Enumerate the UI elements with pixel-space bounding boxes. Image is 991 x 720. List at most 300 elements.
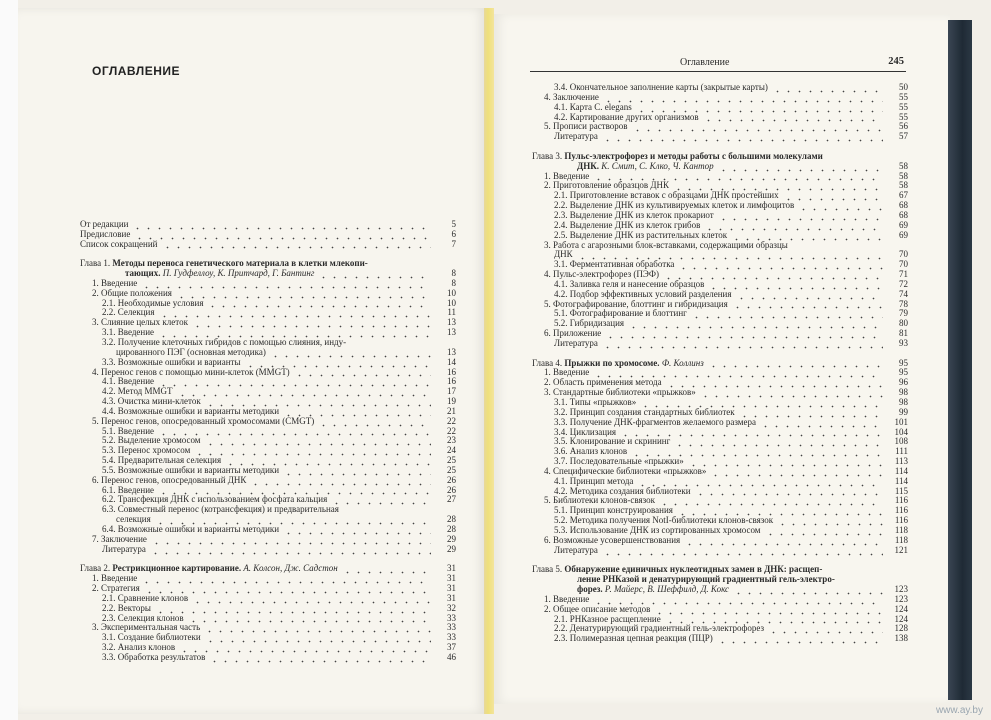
dot-leader <box>659 497 883 506</box>
toc-page-number: 46 <box>447 651 456 662</box>
toc-entry-text: 2.3. Полимеразная цепная реакция (ПЦР) <box>554 634 713 644</box>
toc-entry-label <box>80 594 192 604</box>
dot-leader <box>179 644 431 653</box>
dot-leader <box>162 240 432 249</box>
toc-entry-text: 3. Работа с агарозными блок-вставками, содержащими образцы <box>544 240 788 250</box>
dot-leader <box>760 419 883 428</box>
toc-entry <box>532 398 908 408</box>
dot-leader <box>602 547 883 556</box>
dot-leader <box>654 606 883 615</box>
toc-page-number: 71 <box>899 269 908 280</box>
toc-entry <box>80 308 456 318</box>
toc-entry <box>532 408 908 418</box>
toc-entry-label <box>80 318 192 328</box>
toc-page-number: 95 <box>899 357 908 368</box>
dot-leader <box>158 329 431 338</box>
toc-page-number: 58 <box>899 180 908 191</box>
toc-entry <box>80 476 456 486</box>
toc-entry-text: 5.3. Использование ДНК из сортированных хромосом <box>554 525 761 535</box>
toc-page-number: 31 <box>447 592 456 603</box>
toc-entry <box>532 487 908 497</box>
toc-page-number: 123 <box>894 593 908 604</box>
dot-leader <box>141 575 431 584</box>
toc-entry <box>80 279 456 289</box>
toc-entry <box>532 221 908 231</box>
toc-entry-label <box>532 319 628 329</box>
toc-entry-label <box>532 506 677 516</box>
toc-entry <box>80 653 456 663</box>
toc-entry-text: 3.1. Введение <box>102 328 155 338</box>
dot-leader <box>792 241 883 250</box>
toc-page-number: 58 <box>899 170 908 181</box>
toc-entry-label <box>532 595 593 605</box>
toc-page-number: 98 <box>899 397 908 407</box>
toc-entry <box>80 328 456 338</box>
toc-entry-label <box>80 259 372 269</box>
toc-page-number: 25 <box>447 455 456 466</box>
dot-leader <box>691 310 883 319</box>
toc-page-number: 138 <box>894 633 908 644</box>
toc-page-number: 70 <box>899 249 908 260</box>
toc-entry-text: 4.2. Метод MMGT <box>102 387 173 397</box>
toc-page-number: 67 <box>899 190 908 201</box>
chapter-title: Методы переноса генетического материала в клетки млекопи- <box>112 259 368 269</box>
toc-entry-text: 5. Библиотеки клонов-связок <box>544 496 655 506</box>
toc-entry-text: 4.4. Возможные ошибки и варианты методики <box>102 406 280 416</box>
dot-leader <box>577 251 883 260</box>
toc-entry-text: 6. Возможные усовершенствования <box>544 535 681 545</box>
toc-page-number: 68 <box>899 200 908 211</box>
toc-entry-label <box>532 428 620 438</box>
toc-entry <box>532 605 908 615</box>
dot-leader <box>155 516 431 525</box>
toc-entry-label <box>532 477 637 487</box>
toc-page-number: 22 <box>447 415 456 426</box>
toc-entry-text: 3.3. Возможные ошибки и варианты <box>102 357 241 367</box>
toc-entry-label <box>532 339 602 349</box>
dot-leader <box>225 457 431 466</box>
dot-leader <box>151 536 431 545</box>
toc-entry-label <box>532 565 826 575</box>
toc-entry-label <box>80 466 283 476</box>
toc-entry-text: 5.5. Возможные ошибки и варианты методики <box>102 465 280 475</box>
chapter-authors: А. Колсон, Дж. Садстон <box>243 564 338 574</box>
toc-entry <box>80 436 456 446</box>
toc-entry <box>80 289 456 299</box>
toc-entry-label <box>80 328 158 338</box>
dot-leader <box>739 409 883 418</box>
toc-entry <box>532 319 908 329</box>
toc-entry-text: 2.3. Селекция клонов <box>102 613 184 623</box>
toc-entry-label <box>80 535 151 545</box>
toc-entry-text: 5.1. Принцип конструирования <box>554 506 673 516</box>
toc-page-number: 26 <box>447 474 456 485</box>
toc-entry <box>80 368 456 378</box>
toc-entry-text: 3.2. Получение клеточных гибридов с помощью слияния, инду- <box>102 337 347 347</box>
toc-entry-text: Литература <box>554 132 598 142</box>
dot-leader <box>700 389 883 398</box>
toc-page-number: 96 <box>899 377 908 388</box>
dot-leader <box>663 271 883 280</box>
toc-entry <box>80 574 456 584</box>
toc-page-number: 13 <box>447 346 456 357</box>
toc-page-number: 50 <box>899 82 908 92</box>
toc-entry-label <box>80 377 158 387</box>
dot-leader <box>283 408 431 417</box>
toc-entry-label <box>532 615 665 625</box>
toc-page-number: 111 <box>895 446 908 457</box>
toc-page-number: 32 <box>447 602 456 613</box>
toc-entry-label <box>80 446 194 456</box>
toc-entry-label <box>80 417 318 427</box>
toc-entry <box>532 378 908 388</box>
toc-entry <box>532 250 908 260</box>
toc-entry-text: цированного ПЭГ (основная методика) <box>116 347 266 357</box>
toc-entry <box>80 427 456 437</box>
toc-entry <box>532 615 908 625</box>
dot-leader <box>765 527 883 536</box>
toc-left-column <box>80 210 456 663</box>
toc-entry-text: 5. Фотографирование, блоттинг и гибридизация <box>544 299 728 309</box>
toc-entry-label <box>532 408 739 418</box>
toc-page-number: 31 <box>447 573 456 584</box>
toc-entry-label <box>532 368 593 378</box>
toc-entry-label <box>80 564 342 574</box>
toc-page-number: 114 <box>894 465 908 476</box>
chapter-title: Прыжки по хромосоме. <box>564 358 660 368</box>
dot-leader <box>703 113 883 122</box>
dot-leader <box>710 468 883 477</box>
dot-leader <box>602 133 883 142</box>
toc-entry-text: 5. Прописи растворов <box>544 122 628 132</box>
chapter-authors: К. Смит, С. Клко, Ч. Кантор <box>601 161 714 171</box>
dot-leader <box>283 467 431 476</box>
toc-entry-label <box>80 230 134 240</box>
toc-page-number: 13 <box>447 317 456 328</box>
toc-entry-text: 4.2. Подбор эффективных условий разделения <box>554 289 732 299</box>
dot-leader <box>677 507 883 516</box>
toc-entry-label <box>532 359 708 369</box>
toc-page-number: 72 <box>899 278 908 289</box>
dot-leader <box>636 104 883 113</box>
toc-entry-text: 3.1. Ферментативная обработка <box>554 260 675 270</box>
toc-entry-text: 2.1. Приготовление вставок с образцами ДНК простейших <box>554 191 779 201</box>
dot-leader <box>205 437 431 446</box>
toc-entry-label <box>532 250 577 260</box>
dot-leader <box>673 182 883 191</box>
dot-leader <box>593 172 883 181</box>
toc-entry-label <box>532 605 654 615</box>
toc-entry-text: 4.2. Картирование других организмов <box>554 112 699 122</box>
toc-entry <box>532 447 908 457</box>
dot-leader <box>176 290 431 299</box>
toc-page-number: 33 <box>447 612 456 623</box>
toc-page-number: 33 <box>447 622 456 633</box>
toc-entry-text: 5. Перенос генов, опосредованный хромосомами (CMGT) <box>92 416 315 426</box>
toc-page-number: 10 <box>447 287 456 298</box>
toc-entry-text: 2.2. Денатурирующий градиентный гель-электрофорез <box>554 624 765 634</box>
toc-page-number: 26 <box>447 484 456 495</box>
toc-page-number: 55 <box>899 111 908 122</box>
toc-entry-text: Литература <box>102 544 146 554</box>
toc-entry <box>532 201 908 211</box>
toc-entry <box>532 634 908 644</box>
dot-leader <box>631 448 883 457</box>
dot-leader <box>777 517 883 526</box>
chapter-title: ДНК. <box>577 161 599 171</box>
dot-leader <box>144 585 431 594</box>
toc-spacer <box>532 142 908 152</box>
toc-entry-text: 4.1. Заливка геля и нанесение образцов <box>554 279 705 289</box>
dot-leader <box>603 94 883 103</box>
toc-page-number: 123 <box>894 584 908 595</box>
toc-entry-text: 4. Специфические библиотеки «прыжков» <box>544 466 707 476</box>
dot-leader <box>678 261 883 270</box>
toc-entry <box>532 477 908 487</box>
chapter-number: Глава 1. <box>80 259 111 269</box>
toc-page-number: 37 <box>447 642 456 653</box>
running-head <box>530 57 906 72</box>
toc-entry <box>80 604 456 614</box>
chapter-number: Глава 3. <box>532 151 563 161</box>
chapter-title: тающих. <box>125 269 161 279</box>
toc-entry-label <box>532 300 732 310</box>
toc-entry <box>80 495 456 505</box>
toc-entry-text: селекция <box>116 515 151 525</box>
toc-entry <box>532 172 908 182</box>
toc-entry-label <box>80 574 141 584</box>
toc-entry <box>532 241 908 251</box>
toc-page-number: 93 <box>899 337 908 348</box>
toc-chapter-row <box>532 162 908 172</box>
toc-entry-text: 1. Введение <box>544 171 590 181</box>
toc-entry <box>80 348 456 358</box>
toc-page-number: 56 <box>899 121 908 132</box>
toc-page-number: 55 <box>899 91 908 102</box>
toc-chapter-row <box>532 585 908 595</box>
toc-spacer <box>532 556 908 566</box>
toc-entry-label <box>80 289 176 299</box>
toc-entry <box>532 595 908 605</box>
dot-leader <box>731 232 883 241</box>
toc-entry-label <box>80 368 294 378</box>
toc-entry <box>80 584 456 594</box>
toc-entry-label <box>80 220 132 230</box>
toc-entry-label <box>532 398 640 408</box>
dot-leader <box>620 428 883 437</box>
toc-entry-label <box>80 348 270 358</box>
toc-entry <box>532 624 908 634</box>
toc-page-number: 95 <box>899 367 908 378</box>
dot-leader <box>593 369 883 378</box>
toc-entry-text: 2.5. Выделение ДНК из растительных клеток <box>554 230 728 240</box>
toc-entry-text: 2.2. Выделение ДНК из культивируемых клеток и лимфоцитов <box>554 201 795 211</box>
toc-entry <box>80 643 456 653</box>
toc-page-number: 16 <box>447 366 456 377</box>
toc-entry-text: 3.6. Анализ клонов <box>554 447 628 457</box>
dot-leader <box>141 280 431 289</box>
toc-page-number: 14 <box>447 356 456 367</box>
toc-entry <box>532 418 908 428</box>
dot-leader <box>708 359 883 368</box>
toc-entry-label <box>532 496 659 506</box>
toc-entry-label <box>80 623 204 633</box>
dot-leader <box>827 153 883 162</box>
toc-page-number: 23 <box>447 435 456 446</box>
dot-leader <box>783 192 883 201</box>
dot-leader <box>665 615 883 624</box>
dot-leader <box>158 486 431 495</box>
toc-entry-text: 3.4. Окончательное заполнение карты (закрытые карты) <box>554 83 768 92</box>
background-margin <box>0 0 18 720</box>
toc-entry <box>532 211 908 221</box>
dot-leader <box>839 576 883 585</box>
toc-entry-text: 5.3. Перенос хромосом <box>102 446 191 456</box>
toc-page-number: 28 <box>447 524 456 534</box>
toc-page-number: 55 <box>899 101 908 112</box>
toc-spacer <box>80 249 456 259</box>
toc-entry-text: 3.3. Обработка результатов <box>102 652 206 662</box>
toc-entry <box>532 467 908 477</box>
toc-entry-text: 6.4. Возможные ошибки и варианты методики <box>102 525 280 534</box>
toc-entry <box>532 290 908 300</box>
dot-leader <box>155 605 431 614</box>
toc-entry-text: 1. Введение <box>92 278 138 288</box>
toc-entry <box>80 614 456 624</box>
dot-leader <box>674 438 883 447</box>
toc-page-number: 118 <box>894 524 908 535</box>
toc-entry <box>532 428 908 438</box>
toc-entry-text: 3.1. Создание библиотеки <box>102 633 201 643</box>
dot-leader <box>207 299 431 308</box>
toc-page-number: 6 <box>451 228 456 239</box>
toc-entry-label <box>80 515 155 525</box>
toc-entry-text: 2. Общее описание методов <box>544 604 651 614</box>
dot-leader <box>736 291 883 300</box>
toc-entry <box>80 535 456 545</box>
toc-entry-label <box>532 575 839 585</box>
toc-entry <box>532 437 908 447</box>
toc-page-number: 128 <box>894 623 908 634</box>
toc-spacer <box>80 555 456 565</box>
toc-entry-label <box>532 201 798 211</box>
toc-entry-text: 2.1. Сравнение клонов <box>102 593 189 603</box>
toc-page-number: 99 <box>899 406 908 417</box>
toc-entry <box>80 486 456 496</box>
toc-page-number: 33 <box>447 632 456 643</box>
dot-leader <box>733 586 883 595</box>
toc-entry <box>80 623 456 633</box>
toc-entry <box>532 368 908 378</box>
toc-page-number: 58 <box>899 160 908 171</box>
toc-page-number: 29 <box>447 543 456 554</box>
dot-leader <box>718 212 883 221</box>
toc-entry <box>532 260 908 270</box>
toc-entry <box>532 546 908 556</box>
toc-entry-text: 4.2. Методика создания библиотеки <box>554 486 691 496</box>
toc-chapter-row <box>80 269 456 279</box>
toc-entry-label <box>80 545 150 555</box>
chapter-number: Глава 5. <box>532 565 563 575</box>
toc-page-number: 116 <box>894 495 908 506</box>
toc-entry <box>532 103 908 113</box>
dot-leader <box>372 260 431 269</box>
toc-entry <box>532 329 908 339</box>
toc-page-number: 78 <box>899 298 908 309</box>
dot-leader <box>192 319 431 328</box>
toc-entry <box>532 516 908 526</box>
toc-entry-label <box>532 172 593 182</box>
toc-entry-text: ДНК <box>554 250 573 260</box>
toc-entry <box>80 377 456 387</box>
toc-entry-label <box>532 132 602 142</box>
chapter-title: Обнаружение единичных нуклеотидных замен в ДНК: расщеп- <box>564 565 823 575</box>
toc-entry-label <box>80 456 225 466</box>
toc-page-number: 31 <box>447 563 456 574</box>
dot-leader <box>605 330 883 339</box>
dot-leader <box>177 388 431 397</box>
toc-entry-label <box>532 624 768 634</box>
dot-leader <box>294 368 431 377</box>
dot-leader <box>772 84 883 93</box>
dot-leader <box>158 427 431 436</box>
chapter-authors: Ф. Коллинз <box>661 358 704 368</box>
toc-page-number: 8 <box>451 277 456 288</box>
toc-page-number: 108 <box>894 436 908 447</box>
toc-entry-label <box>532 447 631 457</box>
toc-entry-label <box>532 93 603 103</box>
toc-entry-label <box>80 308 159 318</box>
toc-chapter-row <box>532 575 908 585</box>
toc-entry-text: 4.1. Введение <box>102 377 155 387</box>
dot-leader <box>159 309 432 318</box>
toc-entry-text: 4. Пульс-электрофорез (ПЭФ) <box>544 270 660 280</box>
toc-entry-label <box>80 604 155 614</box>
toc-chapter-row <box>80 259 456 269</box>
toc-page-number: 114 <box>894 475 908 486</box>
toc-entry-label <box>80 584 144 594</box>
toc-entry <box>532 280 908 290</box>
dot-leader <box>718 163 883 172</box>
toc-entry <box>80 318 456 328</box>
dot-leader <box>826 566 883 575</box>
toc-entry <box>80 387 456 397</box>
dot-leader <box>666 379 883 388</box>
toc-entry-label <box>532 83 772 93</box>
toc-entry-text: 2.3. Выделение ДНК из клеток прокариот <box>554 210 714 220</box>
toc-entry-text: 4.1. Карта C. elegans <box>554 102 632 112</box>
toc-page-number: 81 <box>899 328 908 339</box>
toc-page-number: 24 <box>447 445 456 456</box>
toc-page-number: 16 <box>447 376 456 387</box>
dot-leader <box>270 349 431 358</box>
dot-leader <box>708 281 883 290</box>
toc-entry-text: 5.2. Выделение хромосом <box>102 436 201 446</box>
toc-page-number: 79 <box>899 308 908 319</box>
toc-entry <box>80 230 456 240</box>
dot-leader <box>204 624 431 633</box>
toc-entry-label <box>532 231 731 241</box>
toc-page-number: 74 <box>899 288 908 299</box>
toc-entry-label <box>80 427 158 437</box>
chapter-number: Глава 4. <box>532 358 563 368</box>
toc-entry-text: 4.1. Принцип метода <box>554 476 634 486</box>
toc-entry <box>532 339 908 349</box>
toc-entry-label <box>80 240 162 250</box>
dot-leader <box>343 506 431 515</box>
toc-entry-text: 3. Слияние целых клеток <box>92 318 188 328</box>
toc-entry <box>80 466 456 476</box>
